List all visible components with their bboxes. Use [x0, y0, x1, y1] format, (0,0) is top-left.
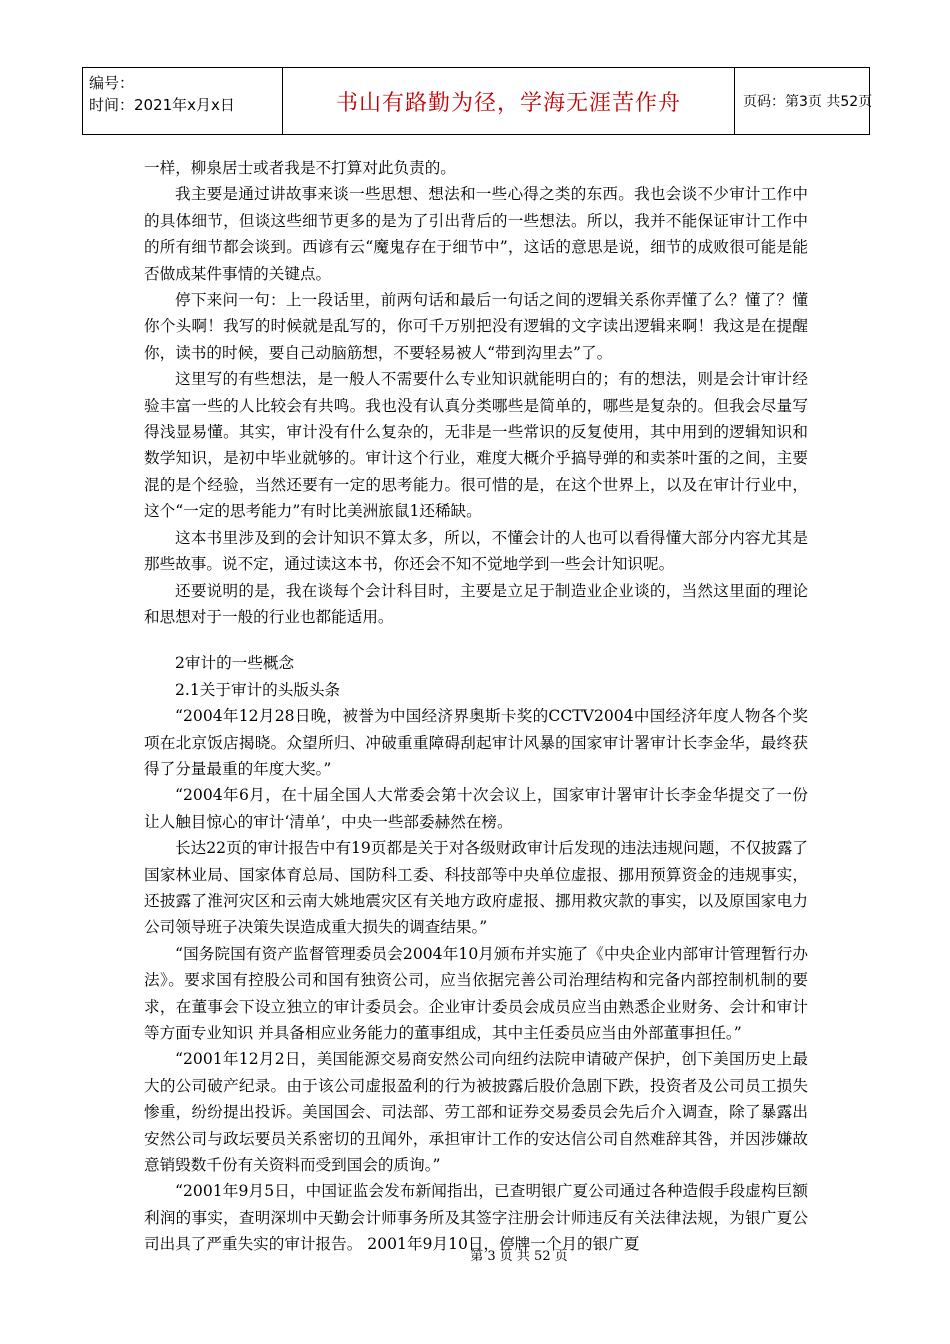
quote-paragraph: “2001年9月5日，中国证监会发布新闻指出，已查明银广夏公司通过各种造假手段虚构巨额利润的事实，查明深圳中天勤会计师事务所及其签字注册会计师违反有关法律法规，为银广夏公司出具了严重失实的审计报告。 2001年9月10日，停牌一个月的银广夏 [144, 1182, 808, 1254]
header-left-cell [83, 68, 283, 134]
document-number-label: 编号： [89, 74, 135, 92]
header-page-cell [735, 68, 873, 134]
section-heading: 2审计的一些概念 [175, 654, 295, 673]
paragraph: 停下来问一句：上一段话里，前两句话和最后一句话之间的逻辑关系你弄懂了么？懂了？懂你个头啊！我写的时候就是乱写的，你可千万别把没有逻辑的文字读出逻辑来啊！我这是在提醒你，读书的时候，要自己动脑筋想，不要轻易被人“带到沟里去”了。 [144, 291, 808, 362]
document-body [144, 155, 808, 1258]
quote-paragraph: 长达22页的审计报告中有19页都是关于对各级财政审计后发现的违法违规问题，不仅披露了国家林业局、国家体育总局、国防科工委、科技部等中央单位虚报、挪用预算资金的违规事实，还披露了淮河灾区和云南大姚地震灾区有关地方政府虚报、挪用救灾款的事实，以及原国家电力公司领导班子决策失误造成重大损失的调查结果。” [144, 839, 808, 937]
subsection-heading: 2.1关于审计的头版头条 [175, 680, 341, 699]
quote-paragraph: “2001年12月2日，美国能源交易商安然公司向纽约法院申请破产保护，创下美国历史上最大的公司破产纪录。由于该公司虚报盈利的行为被披露后股价急剧下跌，投资者及公司员工损失惨重，纷纷提出投诉。美国国会、司法部、劳工部和证券交易委员会先后介入调查，除了暴露出安然公司与政坛要员关系密切的丑闻外，承担审计工作的安达信公司自然难辞其咎，并因涉嫌故意销毁数千份有关资料而受到国会的质询。” [144, 1050, 808, 1175]
paragraph: 我主要是通过讲故事来谈一些思想、想法和一些心得之类的东西。我也会谈不少审计工作中的具体细节，但谈这些细节更多的是为了引出背后的一些想法。所以，我并不能保证审计工作中的所有细节都会谈到。西谚有云“魔鬼存在于细节中”，这话的意思是说，细节的成败很可能是能否做成某件事情的关键点。 [144, 185, 808, 283]
quote-paragraph: “2004年12月28日晚，被誉为中国经济界奥斯卡奖的CCTV2004中国经济年度人物各个奖项在北京饭店揭晓。众望所归、冲破重重障碍刮起审计风暴的国家审计署审计长李金华，最终获得了分量最重的年度大奖。” [144, 707, 808, 778]
paragraph-continuation: 一样，柳泉居士或者我是不打算对此负责的。 [144, 159, 456, 177]
section-spacer [144, 630, 808, 650]
header-page-code: 页码：第3页 共52页 [743, 94, 873, 110]
quote-paragraph: “国务院国有资产监督管理委员会2004年10月颁布并实施了《中央企业内部审计管理暂行办法》。要求国有控股公司和国有独资公司，应当依据完善公司治理结构和完备内部控制机制的要求，在董事会下设立独立的审计委员会。企业审计委员会成员应当由熟悉企业财务、会计和审计等方面专业知识 并具备相应业务能力的董事组成，其中主任委员应当由外部董事担任。” [144, 944, 808, 1042]
paragraph: 这本书里涉及到的会计知识不算太多，所以，不懂会计的人也可以看得懂大部分内容尤其是那些故事。说不定，通过读这本书，你还会不知不觉地学到一些会计知识呢。 [144, 528, 808, 574]
page-footer [0, 1245, 950, 1264]
quote-paragraph: “2004年6月，在十届全国人大常委会第十次会议上，国家审计署审计长李金华提交了一份让人触目惊心的审计‘清单’，中央一些部委赫然在榜。 [144, 786, 808, 831]
paragraph: 还要说明的是，我在谈每个会计科目时，主要是立足于制造业企业谈的，当然这里面的理论和思想对于一般的行业也都能适用。 [144, 581, 808, 626]
paragraph: 这里写的有些想法，是一般人不需要什么专业知识就能明白的；有的想法，则是会计审计经验丰富一些的人比较会有共鸣。我也没有认真分类哪些是简单的，哪些是复杂的。但我会尽量写得浅显易懂。其实，审计没有什么复杂的，无非是一些常识的反复使用，其中用到的逻辑知识和数学知识，是初中毕业就够的。审计这个行业，难度大概介乎搞导弹的和卖茶叶蛋的之间，主要混的是个经验，当然还要有一定的思考能力。很可惜的是，在这个世界上，以及在审计行业中，这个“一定的思考能力”有时比美洲旅鼠1还稀缺。 [144, 370, 808, 521]
footer-page-number: 第 3 页 共 52 页 [470, 1249, 568, 1264]
document-date: 时间：2021年x月x日 [89, 96, 235, 114]
header-motto: 书山有路勤为径，学海无涯苦作舟 [335, 90, 681, 116]
header-table [82, 67, 873, 135]
header-motto-cell [283, 68, 735, 134]
